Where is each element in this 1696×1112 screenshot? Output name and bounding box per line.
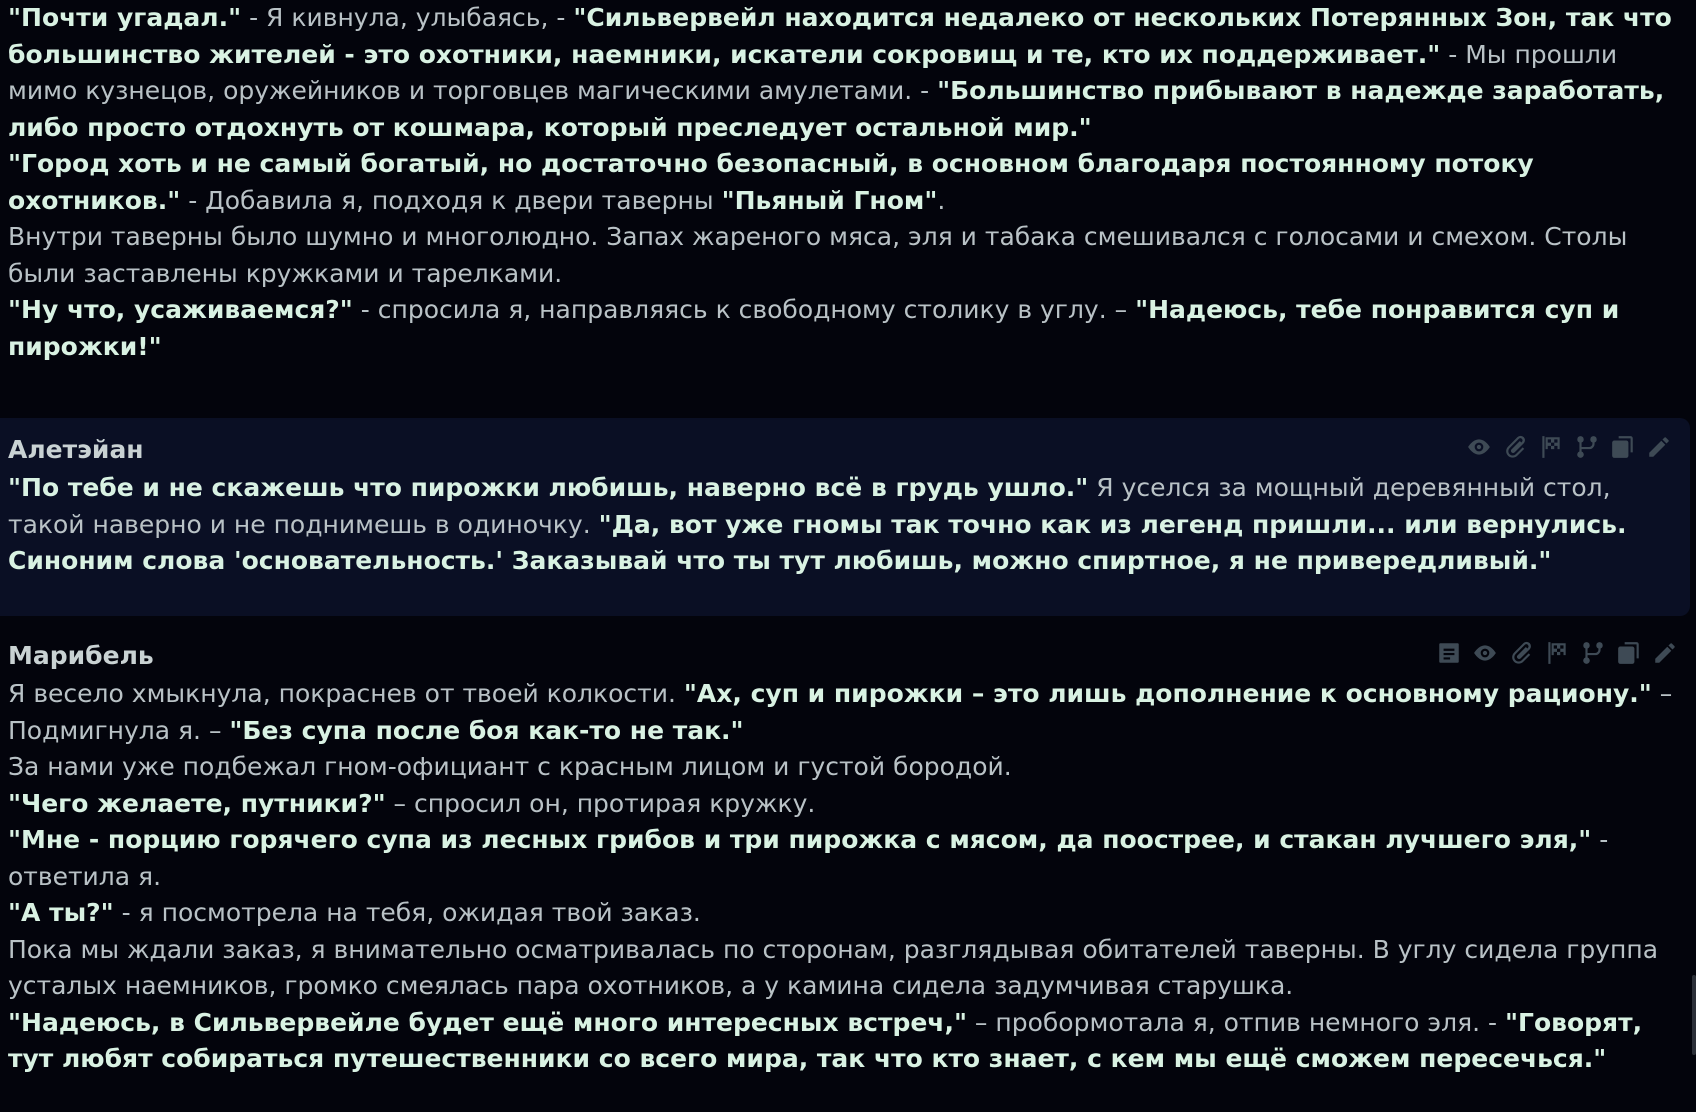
- scrollbar[interactable]: [1692, 975, 1696, 1055]
- message-line: Пока мы ждали заказ, я внимательно осматривалась по сторонам, разглядывая обитателей таверны. В углу сидела группа усталых наемников, громко смеялась пара охотников, а у камина сидела задумчивая старушка.: [8, 934, 1659, 1000]
- eye-icon[interactable]: [1466, 434, 1492, 460]
- message-actions: [1466, 434, 1672, 460]
- branch-icon[interactable]: [1580, 640, 1606, 666]
- message-line: "Чего желаете, путники?" – спросил он, протирая кружку.: [8, 788, 816, 818]
- pencil-icon[interactable]: [1652, 640, 1678, 666]
- message-line: Внутри таверны было шумно и многолюдно. Запах жареного мяса, эля и табака смешивался с голосами и смехом. Столы были заставлены кружками и тарелками.: [8, 222, 1628, 288]
- eye-icon[interactable]: [1472, 640, 1498, 666]
- message-line: Я весело хмыкнула, покраснев от твоей колкости. "Ах, суп и пирожки – это лишь дополнение к основному рациону." – Подмигнула я. – "Без супа после боя как-то не так.": [8, 679, 1673, 745]
- message-line: "Мне - порцию горячего супа из лесных грибов и три пирожка с мясом, да поострее, и стакан лучшего эля," - ответила я.: [8, 825, 1609, 891]
- message-line: "Почти угадал." - Я кивнула, улыбаясь, - "Сильвервейл находится недалеко от нескольких Потерянных Зон, так что большинство жителей - это охотники, наемники, искатели сокровищ и те, кто их поддерживает." - Мы прошли мимо кузнецов, оружейников и торговцев магическими амулетами. - "Большинство прибывают в надежде заработать, либо просто отдохнуть от кошмара, который преследует остальной мир.": [8, 3, 1672, 142]
- copy-icon[interactable]: [1616, 640, 1642, 666]
- message-author: Марибель: [8, 641, 154, 670]
- paperclip-icon[interactable]: [1502, 434, 1528, 460]
- flag-icon[interactable]: [1544, 640, 1570, 666]
- pencil-icon[interactable]: [1646, 434, 1672, 460]
- branch-icon[interactable]: [1574, 434, 1600, 460]
- message-actions: [1436, 640, 1678, 666]
- paperclip-icon[interactable]: [1508, 640, 1534, 666]
- message-author: Алетэйан: [8, 435, 144, 464]
- message-line: "Надеюсь, в Сильвервейле будет ещё много интересных встреч," – пробормотала я, отпив немного эля. - "Говорят, тут любят собираться путешественники со всего мира, так что кто знает, с кем мы ещё сможем пересечься.": [8, 1007, 1643, 1073]
- note-icon[interactable]: [1436, 640, 1462, 666]
- copy-icon[interactable]: [1610, 434, 1636, 460]
- message-2: [0, 418, 1690, 616]
- message-line: "По тебе и не скажешь что пирожки любишь, наверно всё в грудь ушло." Я уселся за мощный деревянный стол, такой наверно и не поднимешь в одиночку. "Да, вот уже гномы так точно как из легенд пришли... или вернулись. Синоним слова 'основательность.' Заказывай что ты тут любишь, можно спиртное, я не привередливый.": [8, 473, 1627, 575]
- flag-icon[interactable]: [1538, 434, 1564, 460]
- message-line: "Город хоть и не самый богатый, но достаточно безопасный, в основном благодаря постоянному потоку охотников." - Добавила я, подходя к двери таверны "Пьяный Гном".: [8, 149, 1534, 215]
- message-line: "Ну что, усаживаемся?" - спросила я, направляясь к свободному столику в углу. – "Надеюсь, тебе понравится суп и пирожки!": [8, 295, 1620, 361]
- message-3: [0, 636, 1696, 1112]
- message-1: [0, 0, 1696, 395]
- message-line: "А ты?" - я посмотрела на тебя, ожидая твой заказ.: [8, 898, 701, 927]
- message-line: За нами уже подбежал гном-официант с красным лицом и густой бородой.: [8, 752, 1012, 781]
